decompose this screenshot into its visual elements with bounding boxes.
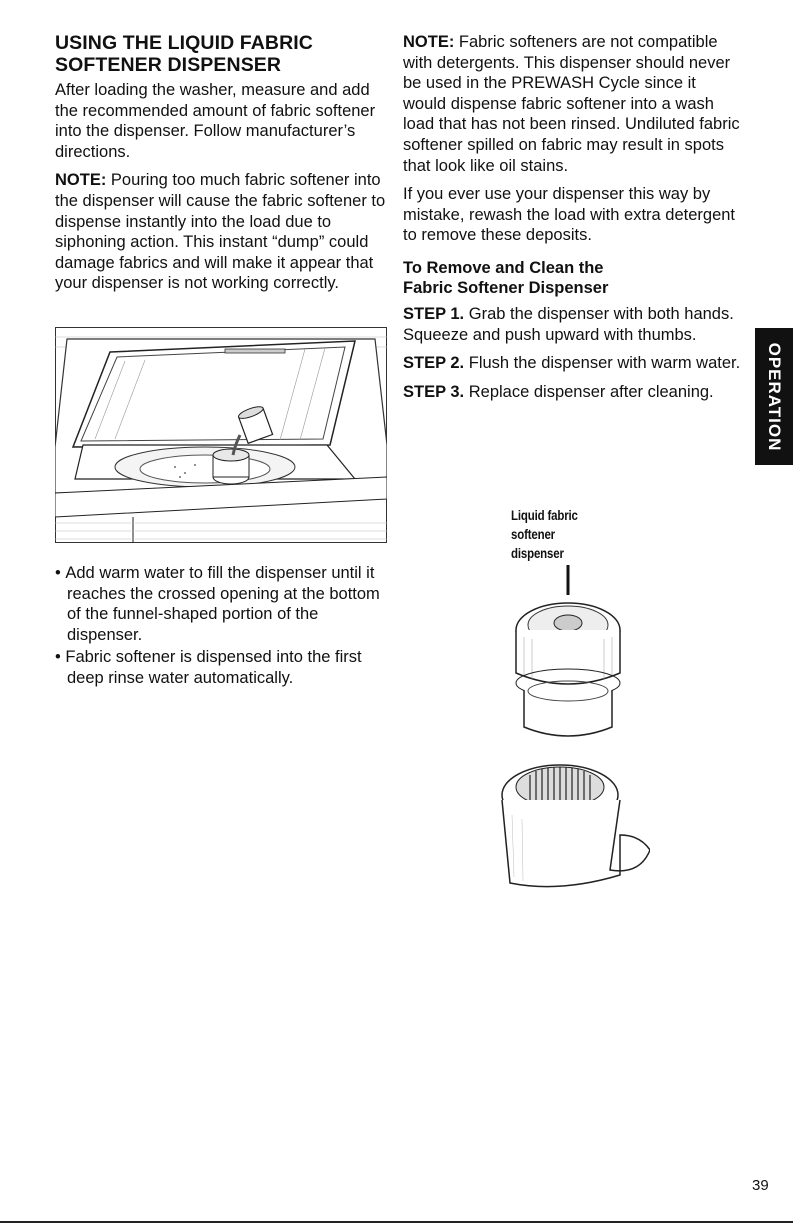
step-label: STEP 2. xyxy=(403,354,465,373)
instruction-bullets xyxy=(55,563,390,691)
note-paragraph-left xyxy=(55,170,390,294)
step-text: Flush the dispenser with warm water. xyxy=(464,354,741,373)
step-label: STEP 3. xyxy=(403,382,465,401)
clean-subheading xyxy=(403,258,743,298)
left-column xyxy=(55,32,390,302)
section-title-line2: SOFTENER DISPENSER xyxy=(55,54,282,76)
intro-paragraph: After loading the washer, measure and add the recommended amount of fabric softener into the dispenser. Follow manufacturer’s directions. xyxy=(55,81,376,161)
step-label: STEP 1. xyxy=(403,304,465,323)
bullet-item: • Fabric softener is dispensed into the first deep rinse water automatically. xyxy=(55,648,362,687)
bullet-text: Fabric softener is dispensed into the first deep rinse water automatically. xyxy=(65,648,362,687)
subheading-line2: Fabric Softener Dispenser xyxy=(403,278,609,297)
section-title xyxy=(55,32,390,76)
dispenser-parts-illustration xyxy=(490,505,650,890)
right-column xyxy=(403,32,743,410)
step-text: Grab the dispenser with both hands. Squeeze and push upward with thumbs. xyxy=(403,304,734,344)
callout-line2: softener xyxy=(511,526,555,542)
page-number: 39 xyxy=(752,1177,769,1194)
note-paragraph-right xyxy=(403,32,743,176)
subheading-line1: To Remove and Clean the xyxy=(403,258,604,277)
step-1 xyxy=(403,304,743,345)
step-3 xyxy=(403,382,743,403)
callout-line1: Liquid fabric xyxy=(511,507,578,523)
mistake-paragraph: If you ever use your dispenser this way by mistake, rewash the load with extra detergent to remove these deposits. xyxy=(403,185,736,245)
note-text: Fabric softeners are not compatible with detergents. This dispenser should never be used in the PREWASH Cycle since it would dispense fabric softener into a wash load that has not been rinsed. Undiluted fabric softener spilled on fabric may result in spots that look like oil stains. xyxy=(403,33,740,175)
side-tab-label: OPERATION xyxy=(765,342,784,451)
callout-line3: dispenser xyxy=(511,545,564,561)
step-2 xyxy=(403,353,743,374)
bullet-text: Add warm water to fill the dispenser until it reaches the crossed opening at the bottom of the funnel-shaped portion of the dispenser. xyxy=(65,564,380,644)
washer-dispenser-illustration xyxy=(55,327,387,543)
note-label: NOTE: xyxy=(403,33,455,51)
bullet-item: • Add warm water to fill the dispenser until it reaches the crossed opening at the bottom of the funnel-shaped portion of the dispenser. xyxy=(55,564,380,644)
bottom-rule xyxy=(0,1221,793,1223)
note-text: Pouring too much fabric softener into the dispenser will cause the fabric softener to dispense instantly into the load due to siphoning action. This instant “dump” could damage fabrics and will make it appear that your dispenser is not working correctly. xyxy=(55,171,386,293)
operation-side-tab xyxy=(755,328,793,465)
section-title-line1: USING THE LIQUID FABRIC xyxy=(55,32,313,54)
note-label: NOTE: xyxy=(55,171,107,190)
step-text: Replace dispenser after cleaning. xyxy=(464,382,714,401)
